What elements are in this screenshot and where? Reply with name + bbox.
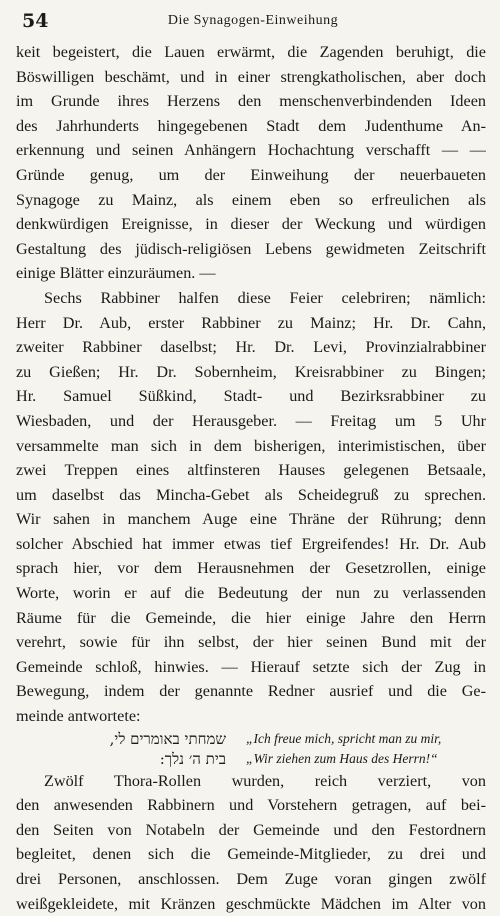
text-line: keit begeistert, die Lauen erwärmt, die Zagenden beruhigt, die xyxy=(16,43,486,61)
text-line: Wir sahen in manchem Auge eine Thräne der Rührung; denn xyxy=(16,510,486,529)
text-line: einige Blätter einzuräumen. — xyxy=(16,264,216,283)
text-line: Sechs Rabbiner halfen diese Feier celebriren; nämlich: xyxy=(44,288,486,307)
text-line: den anwesenden Rabbinern und Vorstehern getragen, auf bei- xyxy=(16,796,486,815)
text-line: Bewegung, indem der genannte Redner ausrief und die Ge- xyxy=(16,682,486,701)
text-line: Hr. Samuel Süßkind, Stadt- und Bezirksrabbiner zu xyxy=(16,387,486,406)
text-line: begleitet, denen sich die Gemeinde-Mitglieder, zu drei und xyxy=(16,845,486,864)
page-number: 54 xyxy=(22,10,49,32)
text-line: versammelte man sich in dem bisherigen, interimistischen, über xyxy=(16,436,486,455)
text-line: verehrt, sowie für ihn selbst, der hier seinen Bund mit der xyxy=(16,633,486,652)
quote-row xyxy=(56,749,476,769)
hebrew-text: שמחתי באומרים לי, xyxy=(109,729,226,748)
text-line: des Jahrhunderts hingegebenen Stadt dem Judenthume An- xyxy=(16,116,486,135)
text-line: denkwürdigen Ereignisse, in dieser der Weckung und würdigen xyxy=(16,215,486,234)
german-translation: „Wir ziehen zum Haus des Herrn!“ xyxy=(246,750,438,766)
text-line: Räume für die Gemeinde, die hier einige Jahre den Herrn xyxy=(16,608,486,627)
text-line: sprach hier, vor dem Herausnehmen der Gesetzrollen, einige xyxy=(16,559,486,578)
text-line: zwei Treppen eines altfinsteren Hauses gelegenen Betsaale, xyxy=(16,461,486,480)
page-header xyxy=(22,10,484,34)
text-line: erkennung und seinen Anhängern Hochachtung verschafft — — xyxy=(16,141,486,160)
hebrew-quote xyxy=(16,729,486,769)
text-line: Gemeinde schloß, hinwies. — Hierauf setzte sich der Zug in xyxy=(16,657,486,676)
text-line: zu Gießen; Hr. Dr. Sobernheim, Kreisrabbiner zu Bingen; xyxy=(16,362,486,381)
text-line: Wiesbaden, und der Herausgeber. — Freitag um 5 Uhr xyxy=(16,411,486,430)
text-line: Zwölf Thora-Rollen wurden, reich verziert, von xyxy=(44,771,486,790)
text-line: den Seiten von Notabeln der Gemeinde und den Festordnern xyxy=(16,820,486,839)
text-line: Gestaltung des jüdisch-religiösen Lebens gewidmeten Zeitschrift xyxy=(16,239,486,258)
text-line: weißgekleidete, mit Kränzen geschmückte Mädchen im Alter von xyxy=(16,894,486,913)
text-line: meinde antwortete: xyxy=(16,707,141,726)
running-title: Die Synagogen-Einweihung xyxy=(167,13,339,28)
text-line: Synagoge zu Mainz, als einem eben so erfreulichen als xyxy=(16,190,486,209)
text-line: Gründe genug, um der Einweihung der neuerbaueten xyxy=(16,165,486,184)
hebrew-text: בית ה׳ נלך: xyxy=(159,749,226,768)
body-text xyxy=(16,40,486,916)
text-line: um daselbst das Mincha-Gebet als Scheidegruß zu sprechen. xyxy=(16,485,486,504)
text-line: Worte, worin er auf die Bedeutung der nun zu verlassenden xyxy=(16,584,486,603)
text-line: Herr Dr. Aub, erster Rabbiner zu Mainz; Hr. Dr. Cahn, xyxy=(16,313,486,332)
text-line: solcher Abschied hat immer etwas tief Ergreifendes! Hr. Dr. Aub xyxy=(16,534,486,553)
text-line: im Grunde ihres Herzens den menschenverbindenden Ideen xyxy=(16,92,486,111)
quote-row xyxy=(56,729,476,749)
text-line: zweiter Rabbiner daselbst; Hr. Dr. Levi, Provinzialrabbiner xyxy=(16,338,486,357)
german-translation: „Ich freue mich, spricht man zu mir, xyxy=(246,730,442,746)
text-line: drei Personen, anschlossen. Dem Zuge voran gingen zwölf xyxy=(16,870,486,888)
text-line: Böswilligen beschämt, und in einer strengkatholischen, aber doch xyxy=(16,67,486,86)
